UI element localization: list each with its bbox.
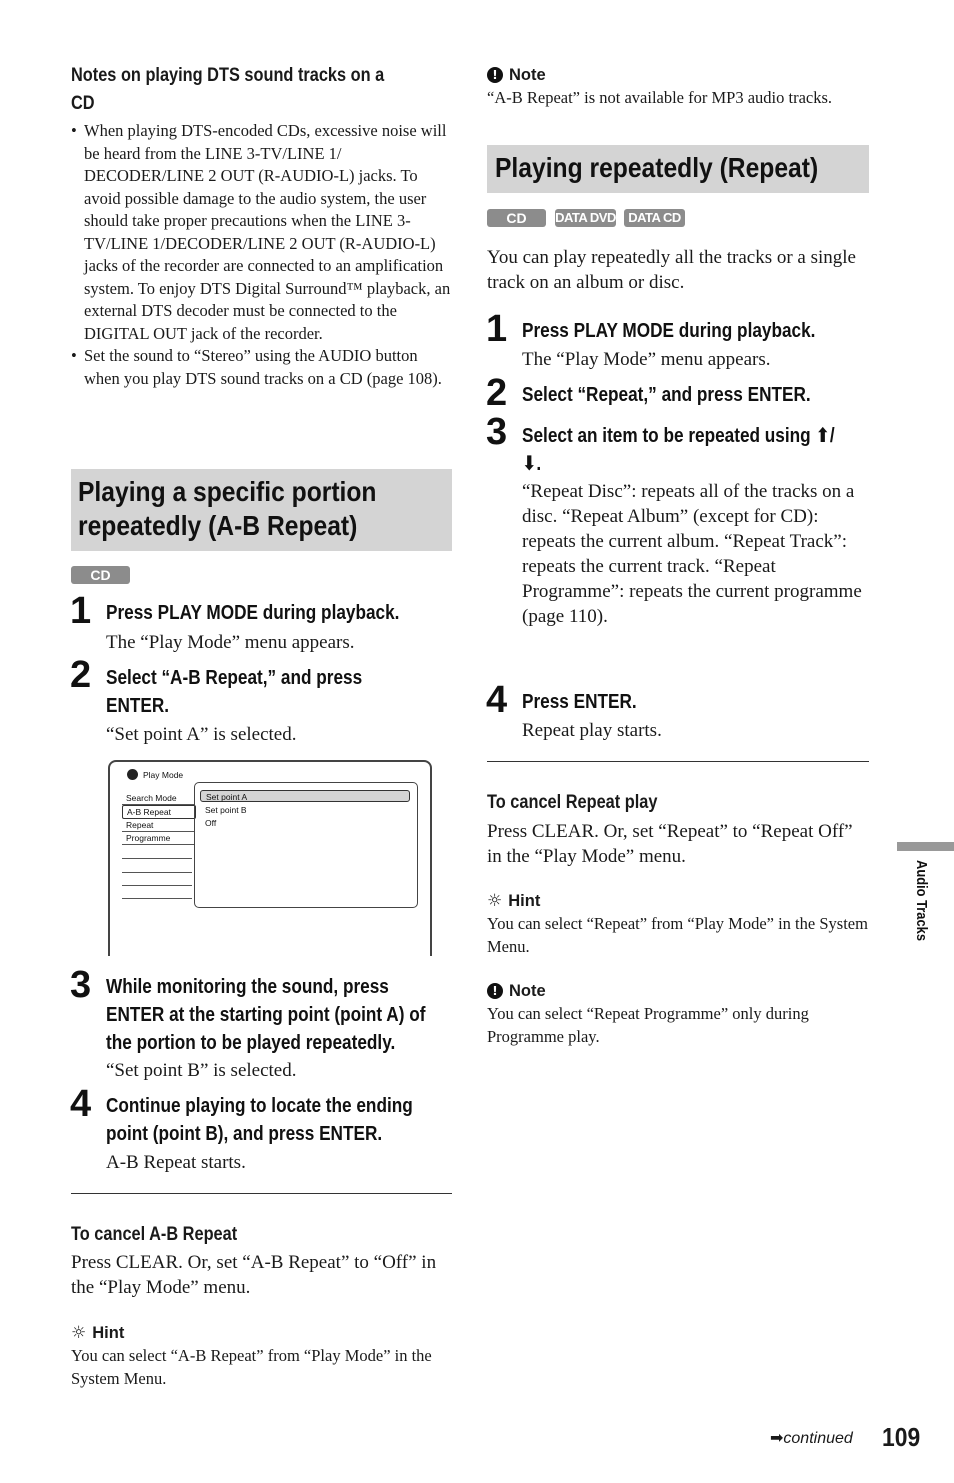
ab-banner-line-2: repeatedly (A-B Repeat) bbox=[78, 510, 358, 541]
dts-bullet-list bbox=[71, 120, 454, 390]
dts-heading-line-1: Notes on playing DTS sound tracks on a bbox=[71, 65, 385, 86]
note-1-body: “A-B Repeat” is not available for MP3 audio tracks. bbox=[487, 88, 833, 107]
menu-item-search-mode[interactable]: Search Mode bbox=[122, 792, 194, 805]
repeat-step-2-title: Select “Repeat,” and press ENTER. bbox=[522, 384, 811, 406]
repeat-hint-body: You can select “Repeat” from “Play Mode” in the System Menu. bbox=[487, 914, 868, 956]
ab-repeat-banner bbox=[71, 469, 452, 551]
note-icon: ! bbox=[487, 983, 503, 999]
menu-blank-row bbox=[122, 872, 192, 873]
ab-step-1-number: 1 bbox=[70, 590, 92, 632]
repeat-step-4-body: Repeat play starts. bbox=[522, 720, 662, 741]
ab-step-3-body: “Set point B” is selected. bbox=[106, 1060, 297, 1081]
play-mode-screen bbox=[108, 760, 432, 956]
lightbulb-icon: ☼ bbox=[71, 1323, 87, 1343]
menu-blank-row bbox=[122, 885, 192, 886]
note-2-label bbox=[487, 980, 546, 1002]
ab-step-2-title-line-2: ENTER. bbox=[106, 695, 170, 717]
ab-cancel-heading: To cancel A-B Repeat bbox=[71, 1224, 238, 1245]
note-1-label-text: Note bbox=[509, 66, 546, 84]
repeat-step-1-number: 1 bbox=[486, 308, 508, 350]
ab-cancel-body: Press CLEAR. Or, set “A-B Repeat” to “Off” in the “Play Mode” menu. bbox=[71, 1252, 437, 1298]
repeat-cancel-heading: To cancel Repeat play bbox=[487, 792, 658, 813]
repeat-banner bbox=[487, 145, 869, 193]
right-divider bbox=[487, 761, 869, 762]
ab-step-4-body: A-B Repeat starts. bbox=[106, 1152, 246, 1173]
data-dvd-badge: DATA DVD bbox=[555, 210, 616, 225]
ab-hint-label-text: Hint bbox=[92, 1324, 125, 1342]
repeat-step-3-number: 3 bbox=[486, 411, 508, 453]
dts-bullet-1: • When playing DTS-encoded CDs, excessive noise will be heard from the LINE 3-TV/LINE 1/ DECODER/LINE 2 OUT (R-AUDIO-L) jacks. To avoid possible damage to the audio system, the user should take proper precautions when the LINE 3-TV/LINE 1/DECODER/LINE 2 OUT (R-AUDIO-L) jacks of the recorder are connected to an amplification system. To enjoy DTS Digital Surround™ playback, an external DTS decoder must be connected to the DIGITAL OUT jack of the recorder. bbox=[71, 120, 454, 345]
note-1-label bbox=[487, 64, 546, 86]
repeat-step-4-number: 4 bbox=[486, 679, 508, 721]
note-2-body: You can select “Repeat Programme” only during Programme play. bbox=[487, 1004, 809, 1046]
cd-badge: CD bbox=[487, 209, 546, 227]
arrow-up-icon: ⬆ bbox=[815, 423, 830, 447]
note-2-label-text: Note bbox=[509, 982, 546, 1000]
ab-step-4-title-line-1: Continue playing to locate the ending bbox=[106, 1095, 413, 1117]
ab-step-3-number: 3 bbox=[70, 964, 92, 1006]
ab-hint-body: You can select “A-B Repeat” from “Play Mode” in the System Menu. bbox=[71, 1346, 432, 1388]
disc-icon bbox=[127, 769, 138, 780]
dts-heading-line-2: CD bbox=[71, 93, 95, 114]
ab-step-3-title-line-2: ENTER at the starting point (point A) of bbox=[106, 1004, 426, 1026]
menu-blank-row bbox=[122, 858, 192, 859]
repeat-step-1-body: The “Play Mode” menu appears. bbox=[522, 349, 771, 370]
ab-step-2-number: 2 bbox=[70, 654, 92, 696]
option-off[interactable]: Off bbox=[205, 818, 217, 828]
options-panel bbox=[194, 782, 418, 908]
lightbulb-icon: ☼ bbox=[487, 891, 503, 911]
repeat-banner-text: Playing repeatedly (Repeat) bbox=[495, 152, 819, 183]
menu-item-programme[interactable]: Programme bbox=[122, 832, 194, 845]
repeat-intro: You can play repeatedly all the tracks or a single track on an album or disc. bbox=[487, 247, 856, 293]
repeat-step-2-number: 2 bbox=[486, 372, 508, 414]
repeat-step-3-title-text: Select an item to be repeated using bbox=[522, 425, 811, 447]
ab-step-1-body: The “Play Mode” menu appears. bbox=[106, 632, 355, 653]
side-tab-label: Audio Tracks bbox=[913, 860, 930, 942]
repeat-hint-label bbox=[487, 890, 540, 912]
repeat-step-3-title-line-2 bbox=[522, 449, 541, 478]
ab-banner-line-1: Playing a specific portion bbox=[78, 476, 377, 507]
repeat-hint-label-text: Hint bbox=[508, 892, 541, 910]
screen-title-text: Play Mode bbox=[143, 769, 184, 780]
ab-step-2-body: “Set point A” is selected. bbox=[106, 724, 297, 745]
option-set-point-a[interactable]: Set point A bbox=[200, 790, 410, 802]
note-icon: ! bbox=[487, 67, 503, 83]
continued-label bbox=[770, 1428, 853, 1448]
menu-item-ab-repeat[interactable]: A-B Repeat bbox=[122, 805, 196, 819]
repeat-step-4-title: Press ENTER. bbox=[522, 691, 637, 713]
ab-hint-label bbox=[71, 1322, 124, 1344]
arrow-down-icon: ⬇ bbox=[522, 451, 537, 475]
ab-step-3-title-line-3: the portion to be played repeatedly. bbox=[106, 1032, 396, 1054]
ab-step-1-title: Press PLAY MODE during playback. bbox=[106, 602, 400, 624]
screen-title bbox=[127, 769, 183, 780]
ab-step-4-number: 4 bbox=[70, 1083, 92, 1125]
repeat-step-1-title: Press PLAY MODE during playback. bbox=[522, 320, 816, 342]
cd-badge: CD bbox=[71, 566, 130, 584]
repeat-step-3-body: “Repeat Disc”: repeats all of the tracks on a disc. “Repeat Album” (except for CD): repeats the current album. “Repeat Track”: repeats the current track. “Repeat Programme”: repeats the current programme (page 110). bbox=[522, 481, 862, 627]
continued-text: continued bbox=[783, 1430, 853, 1447]
dts-notes-heading bbox=[71, 62, 452, 118]
arrow-end: . bbox=[536, 453, 542, 475]
dts-bullet-2: • Set the sound to “Stereo” using the AUDIO button when you play DTS sound tracks on a CD (page 108). bbox=[71, 345, 454, 390]
arrow-right-icon: ➡ bbox=[770, 1428, 784, 1447]
option-set-point-b[interactable]: Set point B bbox=[205, 805, 247, 815]
side-tab-bar bbox=[897, 842, 954, 851]
repeat-step-3-title bbox=[522, 421, 835, 450]
ab-step-3-title-line-1: While monitoring the sound, press bbox=[106, 976, 389, 998]
ab-step-2-title-line-1: Select “A-B Repeat,” and press bbox=[106, 667, 363, 689]
left-divider bbox=[71, 1193, 452, 1194]
menu-blank-row bbox=[122, 898, 192, 899]
arrow-separator: / bbox=[829, 425, 835, 447]
menu-item-repeat[interactable]: Repeat bbox=[122, 819, 194, 832]
ab-step-4-title-line-2: point (point B), and press ENTER. bbox=[106, 1123, 383, 1145]
data-cd-badge: DATA CD bbox=[624, 209, 685, 227]
repeat-cancel-body: Press CLEAR. Or, set “Repeat” to “Repeat Off” in the “Play Mode” menu. bbox=[487, 821, 853, 867]
page-number: 109 bbox=[882, 1422, 921, 1452]
